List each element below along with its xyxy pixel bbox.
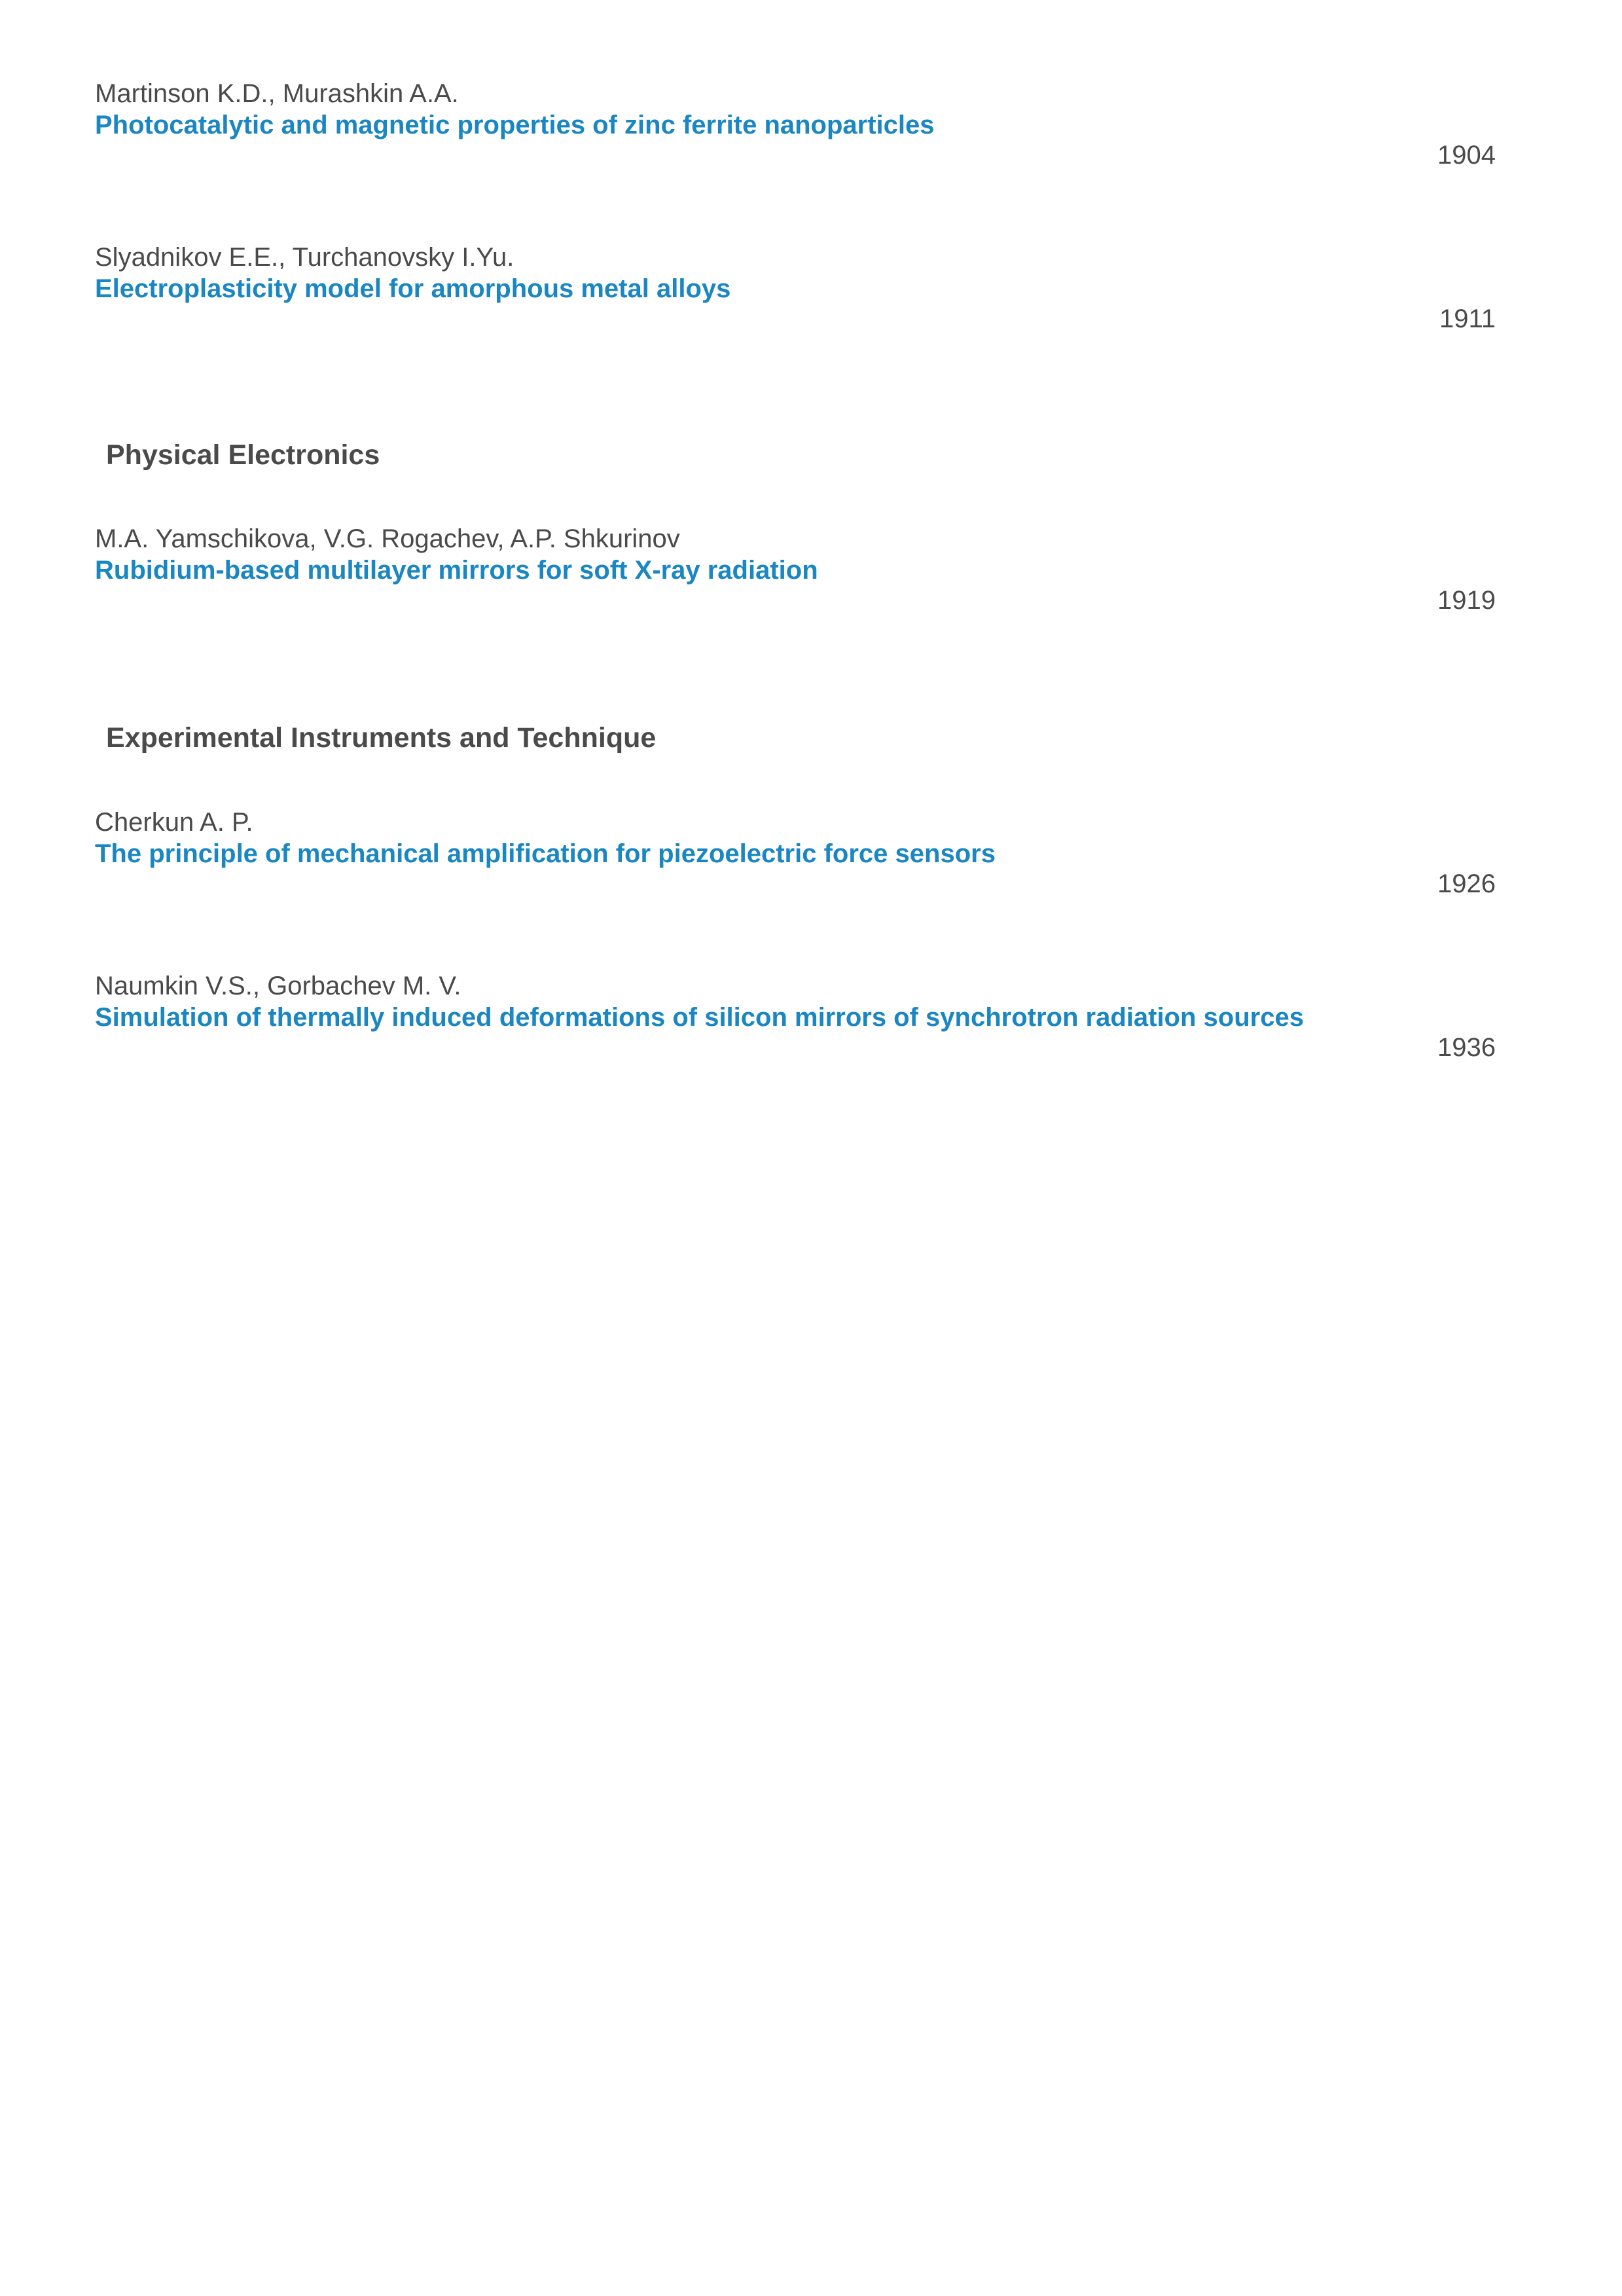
- toc-entry: [95, 524, 1496, 648]
- entry-page-number: 1936: [1437, 1033, 1496, 1062]
- entry-title-link[interactable]: Photocatalytic and magnetic properties of zinc ferrite nanoparticles: [95, 111, 935, 139]
- toc-entry: [95, 242, 1496, 367]
- entry-page-number: 1911: [1439, 304, 1496, 333]
- toc-entry: [95, 807, 1496, 932]
- entry-title-link[interactable]: Electroplasticity model for amorphous metal alloys: [95, 274, 731, 303]
- entry-authors: Cherkun A. P.: [95, 808, 253, 837]
- toc-entry: [95, 971, 1496, 1095]
- toc-entry: [95, 79, 1496, 203]
- entry-authors: Slyadnikov E.E., Turchanovsky I.Yu.: [95, 243, 514, 272]
- entry-title-link[interactable]: Simulation of thermally induced deformations of silicon mirrors of synchrotron radiation sources: [95, 1003, 1304, 1032]
- entry-authors: Martinson K.D., Murashkin A.A.: [95, 79, 459, 108]
- entry-page-number: 1904: [1437, 141, 1496, 170]
- section-heading-physical-electronics: Physical Electronics: [106, 439, 380, 471]
- entry-title-link[interactable]: The principle of mechanical amplification for piezoelectric force sensors: [95, 839, 996, 868]
- entry-authors: M.A. Yamschikova, V.G. Rogachev, A.P. Shkurinov: [95, 524, 680, 553]
- entry-title-link[interactable]: Rubidium-based multilayer mirrors for soft X-ray radiation: [95, 556, 818, 585]
- entry-page-number: 1919: [1437, 586, 1496, 615]
- entry-page-number: 1926: [1437, 869, 1496, 898]
- entry-authors: Naumkin V.S., Gorbachev M. V.: [95, 972, 461, 1000]
- section-heading-experimental-instruments: Experimental Instruments and Technique: [106, 722, 657, 754]
